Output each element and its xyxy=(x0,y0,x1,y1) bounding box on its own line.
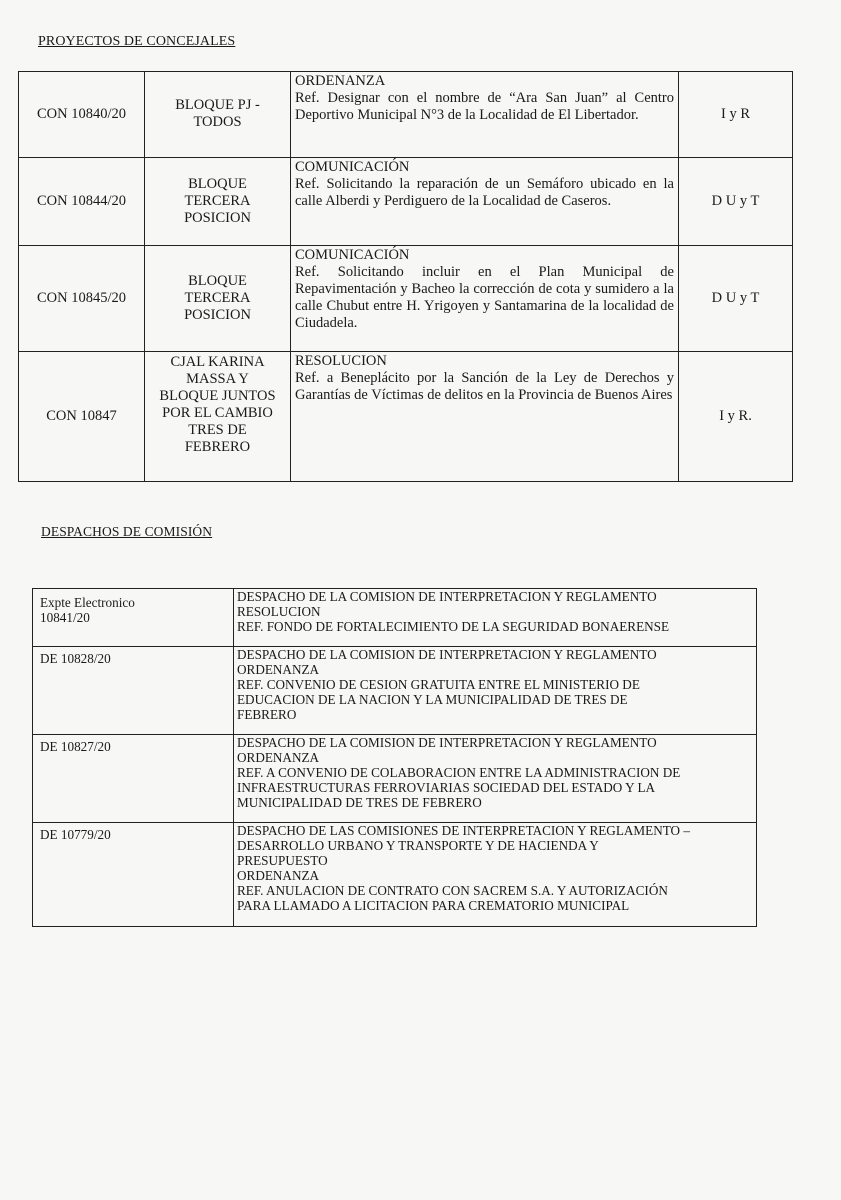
despacho-line: REF. ANULACION DE CONTRATO CON SACREM S.A. Y AUTORIZACIÓN xyxy=(237,883,668,898)
despacho-line: ORDENANZA xyxy=(237,868,320,883)
bloque-cell: BLOQUE PJ - TODOS xyxy=(175,97,260,130)
table-row xyxy=(33,823,757,927)
table-row xyxy=(33,647,757,735)
despacho-line: MUNICIPALIDAD DE TRES DE FEBRERO xyxy=(237,795,482,810)
despacho-line: ORDENANZA xyxy=(237,662,320,677)
expediente-number: 10841/20 xyxy=(40,610,90,625)
tipo-label: ORDENANZA xyxy=(295,73,386,89)
expediente-cell: CON 10845/20 xyxy=(19,246,145,352)
despacho-line: EDUCACION DE LA NACION Y LA MUNICIPALIDAD DE TRES DE xyxy=(237,692,628,707)
table-row xyxy=(19,246,793,352)
despacho-line: INFRAESTRUCTURAS FERROVIARIAS SOCIEDAD DEL ESTADO Y LA xyxy=(237,780,656,795)
comision-cell: I y R. xyxy=(679,352,793,482)
despacho-line: DESPACHO DE LA COMISION DE INTERPRETACION Y REGLAMENTO xyxy=(237,735,657,750)
section-title-proyectos: PROYECTOS DE CONCEJALES xyxy=(38,34,236,49)
comision-cell: D U y T xyxy=(679,158,793,246)
despacho-line: DESPACHO DE LA COMISION DE INTERPRETACION Y REGLAMENTO xyxy=(237,589,657,604)
table-row xyxy=(33,735,757,823)
tipo-label: COMUNICACIÓN xyxy=(295,159,410,175)
tipo-label: RESOLUCION xyxy=(295,353,387,369)
despacho-line: RESOLUCION xyxy=(237,604,321,619)
despacho-line: PRESUPUESTO xyxy=(237,853,328,868)
expediente-cell: DE 10827/20 xyxy=(33,735,234,823)
despacho-line: ORDENANZA xyxy=(237,750,320,765)
referencia-text: Ref. Solicitando la reparación de un Semáforo ubicado en la calle Alberdi y Perdiguero de la Localidad de Caseros. xyxy=(295,176,674,209)
despacho-line: DESPACHO DE LAS COMISIONES DE INTERPRETACION Y REGLAMENTO – xyxy=(237,823,690,838)
bloque-cell: BLOQUE TERCERA POSICION xyxy=(184,272,251,323)
despacho-line: PARA LLAMADO A LICITACION PARA CREMATORIO MUNICIPAL xyxy=(237,898,630,913)
table-row xyxy=(19,158,793,246)
expediente-cell: CON 10840/20 xyxy=(19,72,145,158)
table-row xyxy=(33,589,757,647)
expediente-cell: CON 10847 xyxy=(19,352,145,482)
table-row xyxy=(19,352,793,482)
table-row xyxy=(19,72,793,158)
bloque-cell: BLOQUE TERCERA POSICION xyxy=(184,175,251,226)
referencia-text: Ref. Solicitando incluir en el Plan Municipal de Repavimentación y Bacheo la corrección de cota y sumidero a la calle Chubut entre H. Yrigoyen y Santamarina de la localidad de Ciudadela. xyxy=(295,264,674,331)
despacho-line: REF. CONVENIO DE CESION GRATUITA ENTRE EL MINISTERIO DE xyxy=(237,677,640,692)
referencia-text: Ref. a Beneplácito por la Sanción de la Ley de Derechos y Garantías de Víctimas de delitos en la Provincia de Buenos Aires xyxy=(295,370,674,403)
despacho-line: REF. A CONVENIO DE COLABORACION ENTRE LA ADMINISTRACION DE xyxy=(237,765,681,780)
despacho-line: DESARROLLO URBANO Y TRANSPORTE Y DE HACIENDA Y xyxy=(237,838,599,853)
despacho-line: FEBRERO xyxy=(237,707,297,722)
expediente-cell: CON 10844/20 xyxy=(19,158,145,246)
despachos-table xyxy=(32,588,757,927)
referencia-text: Ref. Designar con el nombre de “Ara San Juan” al Centro Deportivo Municipal N°3 de la Localidad de El Libertador. xyxy=(295,90,674,123)
expediente-cell: DE 10779/20 xyxy=(33,823,234,927)
bloque-cell: CJAL KARINA MASSA Y BLOQUE JUNTOS POR EL CAMBIO TRES DE FEBRERO xyxy=(159,354,276,455)
expediente-label: Expte Electronico xyxy=(40,595,135,610)
despacho-line: DESPACHO DE LA COMISION DE INTERPRETACION Y REGLAMENTO xyxy=(237,647,657,662)
section-title-despachos: DESPACHOS DE COMISIÓN xyxy=(41,524,213,539)
proyectos-table xyxy=(18,71,793,482)
comision-cell: D U y T xyxy=(679,246,793,352)
tipo-label: COMUNICACIÓN xyxy=(295,247,410,263)
comision-cell: I y R xyxy=(679,72,793,158)
expediente-cell: DE 10828/20 xyxy=(33,647,234,735)
despacho-line: REF. FONDO DE FORTALECIMIENTO DE LA SEGURIDAD BONAERENSE xyxy=(237,619,670,634)
